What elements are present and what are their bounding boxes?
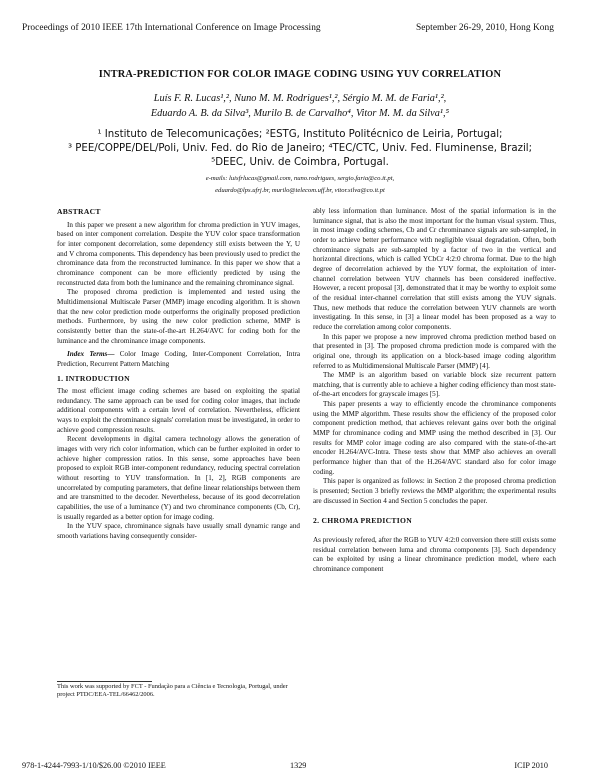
- affiliation-line-3: ⁵DEEC, Univ. de Coimbra, Portugal.: [211, 157, 389, 168]
- index-terms-label: Index Terms—: [67, 350, 115, 359]
- index-terms: [57, 350, 300, 369]
- email-line-1: e-mails: luisfrlucas@gmail.com, nuno.rodrigues, sergio.faria@co.it.pt,: [205, 175, 395, 182]
- right-column: [313, 207, 556, 575]
- affiliation-line-1: ¹ Instituto de Telecomunicações; ²ESTG, Instituto Politécnico de Leiria, Portugal;: [97, 129, 503, 140]
- author-line-2: Eduardo A. B. da Silva³, Murilo B. de Carvalho⁴, Vitor M. M. da Silva¹,⁵: [150, 108, 450, 119]
- page-number: 1329: [290, 761, 307, 770]
- left-column: [57, 207, 300, 542]
- proceedings-header: Proceedings of 2010 IEEE 17th International Conference on Image Processing: [22, 23, 321, 33]
- email-line-2: eduardo@lps.ufrj.br, murilo@telecom.uff.br, vitor.silva@co.it.pt: [215, 187, 385, 194]
- paper-title: INTRA-PREDICTION FOR COLOR IMAGE CODING USING YUV CORRELATION: [98, 69, 502, 80]
- right-paragraph-2: In this paper we propose a new improved chroma prediction method based on that presented in [3]. The proposed chroma prediction mode is compared with the original one, through its application on a block-based image coding algorithm referred to as Multidimensional Multiscale Parser (MMP) [4].: [313, 332, 556, 370]
- footnote-rule: [57, 681, 152, 682]
- conference-date: September 26-29, 2010, Hong Kong: [415, 23, 554, 33]
- introduction-heading: 1. INTRODUCTION: [57, 373, 130, 383]
- intro-paragraph-1: The most efficient image coding schemes are based on exploiting the spatial redundancy. The same approach can be used for coding color images, that include additional components with a certain level of correlation. Nevertheless, efficient ways to exploit the chrominance signals' correlation must be investigated, in order to achieve good compression results.: [57, 387, 300, 434]
- abstract-paragraph-2: The proposed chroma prediction is implemented and tested using the Multidimensional Multiscale Parser (MMP) image encoding algorithm. It is shown that the new color prediction mode outperforms the originally proposed prediction methods. Furthermore, by using the new color prediction scheme, MMP is consistently better than the state-of-the-art H.264/AVC for coding both for the luminance and the chrominance image components.: [57, 288, 300, 345]
- chroma-prediction-heading: 2. CHROMA PREDICTION: [313, 516, 413, 526]
- right-paragraph-1: ably less information than luminance. Most of the spatial information is in the luminance signal, that is also the most important for the human visual system. Thus, in most image coding schemes, Cb and Cr chrominance signals are sub-sampled, in order to achieve better performance with negligible visual degradation. Often, both chrominance signals are sub-sampled by a factor of two in the vertical and horizontal directions, which is called YCbCr 4:2:0 chroma format. Due to the high degree of decorrelation achieved by the YUV format, the exploitation of inter-channel correlation between YUV channels has been considered ineffective. However, a recent proposal [3], demonstrated that it may be worthy to exploit some of the residual inter-channel correlation that still exists among the YUV signals. Thus, new methods that reduce the correlation between YUV channels are worth investigating. In this sense, in [3] a linear model has been proposed as a way to reduce the correlation among color components.: [313, 207, 556, 331]
- right-paragraph-4: This paper presents a way to efficiently encode the chrominance components using the MMP algorithm. These results show the efficiency of the proposed color component prediction method, that achieves relevant gains over both the original MMP for chrominance coding and MMP using the method described in [3]. Our results for MMP color image coding are also compared with the state-of-the-art encoder H.264/AVC-Intra. These tests show that MMP also achieves an overall performance higher than that of the H.264/AVC standard also for color image coding.: [313, 400, 556, 476]
- author-line-1: Luís F. R. Lucas¹,², Nuno M. M. Rodrigues¹,², Sérgio M. M. de Faria¹,²,: [153, 93, 447, 104]
- footer-isbn: 978-1-4244-7993-1/10/$26.00 ©2010 IEEE: [22, 761, 166, 770]
- intro-paragraph-2: Recent developments in digital camera technology allows the generation of images with very rich color information, which can be further exploited in order to achieve higher compression ratios. In this sense, some approaches have been proposed to exploit RGB inter-component redundancy, reducing spectral correlation without resorting to YUV transformation. In [1, 2], RGB components are uncorrelated by computing parameters, that define linear relationships between them and are transmitted to the decoder. Nevertheless, because of its good decorrelation capabilities, the use of a luminance (Y) and two chrominance components (Cb, Cr), is usually regarded as a better option for image coding.: [57, 435, 300, 521]
- index-terms-text: Color Image Coding, Inter-Component Correlation, Intra Prediction, Recurrent Pattern Matching: [57, 350, 300, 368]
- intro-paragraph-3: In the YUV space, chrominance signals have usually small dynamic range and smooth variations having consequently consider-: [57, 522, 300, 540]
- chroma-paragraph-1: As previously refered, after the RGB to YUV 4:2:0 conversion there still exists some residual correlation between luma and chroma components [3]. Such dependency can be exploited by using a linear chrominance prediction model, where each chrominance component: [313, 536, 556, 573]
- right-paragraph-3: The MMP is an algorithm based on variable block size recurrent pattern matching, that is currently able to achieve a higher coding efficiency than most state-of-the-art encoders for grayscale images [5].: [313, 371, 556, 399]
- right-paragraph-5: This paper is organized as follows: in Section 2 the proposed chroma prediction is presented; Section 3 briefly reviews the MMP algorithm; the experimental results are discussed in Section 4 and Section 5 concludes the paper.: [313, 477, 556, 505]
- abstract-paragraph-1: In this paper we present a new algorithm for chroma prediction in YUV images, based on inter component correlation. Despite the YUV color space transformation for inter component decorrelation, some dependency still exists between the Y, U and V chroma components. This dependency has been previously used to predict the chrominance data from the reconstructed luminance. In this paper we show that a chrominance component can be more efficiently predicted by using the reconstructed data from both the luminance and the remaining chrominance signal.: [57, 220, 300, 287]
- footnote: This work was supported by FCT - Fundação para a Ciência e Tecnologia, Portugal, under project PTDC/EEA-TEL/66462/2006.: [57, 683, 288, 699]
- abstract-heading: ABSTRACT: [57, 207, 101, 216]
- footer-conference: ICIP 2010: [514, 761, 548, 770]
- affiliation-line-2: ³ PEE/COPPE/DEL/Poli, Univ. Fed. do Rio de Janeiro; ⁴TEC/CTC, Univ. Fed. Fluminense, Brazil;: [67, 143, 533, 154]
